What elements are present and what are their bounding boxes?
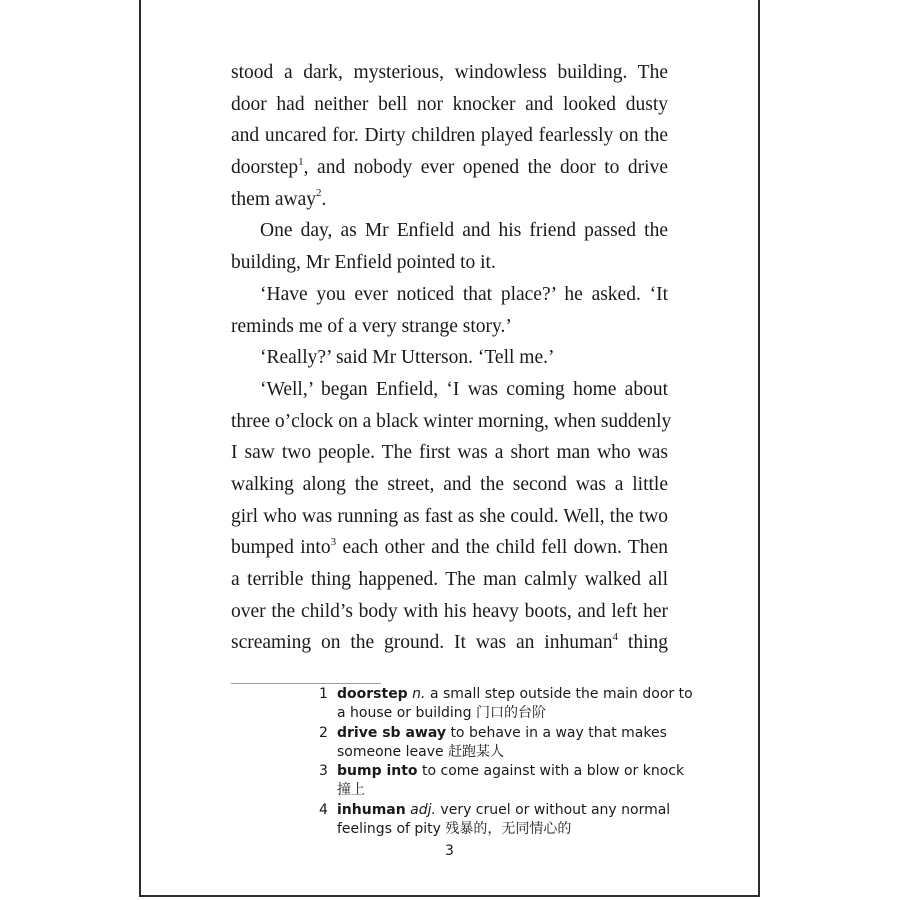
footnote-item (319, 801, 699, 840)
footnote-definition: to behave in a way that makes someone leave (337, 724, 667, 760)
text-line: stood a dark, mysterious, windowless building. The (231, 62, 668, 83)
text-line: screaming on the ground. It was an inhuman$^4$ thing (231, 630, 668, 654)
footnote-term: inhuman (337, 801, 406, 818)
footnote-definition: to come against with a blow or knock (422, 763, 685, 780)
footnote-term: bump into (337, 763, 418, 780)
book-page (139, 0, 760, 897)
text-line: over the child’s body with his heavy boots, and left her (231, 600, 668, 622)
footnote-definition: very cruel or without any normal feelings of pity (337, 801, 671, 838)
footnote-item (319, 724, 699, 763)
text-line: three o’clock on a black winter morning, when suddenly (231, 410, 672, 432)
page-number: 3 (445, 843, 454, 859)
footnote-pos: adj. (410, 801, 436, 818)
footnote-translation: 门口的台阶 (476, 705, 546, 722)
text-line: ‘Have you ever noticed that place?’ he asked. ‘It (260, 283, 668, 305)
text-line: girl who was running as fast as she could. Well, the two (231, 505, 668, 527)
text-line: doorstep$^1$, and nobody ever opened the door to drive (231, 155, 668, 179)
text-line: ‘Well,’ began Enfield, ‘I was coming home about (260, 378, 668, 400)
text-line: bumped into$^3$ each other and the child fell down. Then (231, 535, 668, 559)
footnote-translation: 撞上 (337, 782, 365, 799)
story-text (231, 57, 672, 659)
text-line: I saw two people. The first was a short man who was (231, 442, 668, 464)
footnote-ref-3: 3 (330, 535, 337, 548)
footnote-definition: a small step outside the main door to a house or building (337, 686, 693, 722)
text-line: a terrible thing happened. The man calmly walked all (231, 569, 668, 590)
text-line: them away$^2$. (231, 187, 327, 210)
footnote-pos: n. (412, 686, 426, 702)
footnote-translation: 赶跑某人 (448, 743, 505, 760)
footnote-number: 1 (319, 686, 328, 702)
text-line: door had neither bell nor knocker and looked dusty (231, 93, 668, 115)
text-line: and uncared for. Dirty children played fearlessly on the (231, 125, 668, 147)
text-line: ‘Really?’ said Mr Utterson. ‘Tell me.’ (260, 347, 555, 369)
footnote-term: doorstep (337, 686, 408, 702)
footnote-item (319, 762, 699, 801)
footnote-ref-4: 4 (612, 630, 619, 643)
footnote-ref-1: 1 (298, 155, 304, 168)
footnote-number: 4 (319, 801, 328, 818)
footnotes (319, 685, 699, 839)
text-line: reminds me of a very strange story.’ (231, 315, 512, 337)
text-line: One day, as Mr Enfield and his friend passed the (260, 220, 668, 242)
footnote-ref-2: 2 (316, 187, 322, 200)
footnote-term: drive sb away (337, 724, 446, 741)
footnote-item (319, 685, 699, 724)
footnote-divider (231, 683, 381, 684)
footnote-translation: 残暴的，无同情心的 (445, 821, 572, 838)
footnote-number: 3 (319, 763, 328, 780)
text-line: building, Mr Enfield pointed to it. (231, 252, 496, 274)
text-line: walking along the street, and the second was a little (231, 473, 668, 495)
footnote-number: 2 (319, 724, 328, 741)
